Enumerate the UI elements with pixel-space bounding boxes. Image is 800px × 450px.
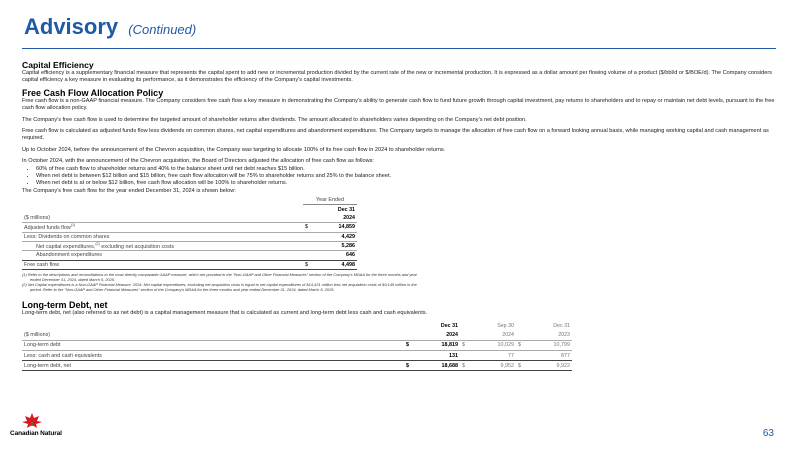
- fcf-column-header-line1: Dec 31: [337, 206, 355, 213]
- row-value: 9,952: [472, 361, 516, 371]
- row-value: 18,688: [416, 361, 460, 371]
- row-label-suffix: excluding net acquisition costs: [99, 244, 175, 250]
- year-ended-header: Year Ended: [303, 196, 357, 205]
- currency-symbol: [303, 232, 315, 241]
- allocation-bullet: • 60% of free cash flow to shareholder returns and 40% to the balance sheet until net debt reaches $15 billion.: [36, 166, 778, 173]
- currency-symbol: [460, 351, 472, 361]
- table-row: [22, 351, 572, 361]
- logo-text: Canadian Natural: [10, 430, 62, 437]
- allocation-bullet-list: [22, 166, 778, 188]
- row-label: Net capital expenditures,: [36, 244, 96, 250]
- title-subtitle: (Continued): [128, 22, 197, 37]
- currency-symbol: $: [303, 260, 315, 269]
- row-value: 14,859: [315, 223, 357, 232]
- title-text: Advisory: [24, 14, 119, 39]
- currency-symbol: $: [460, 340, 472, 350]
- row-value: 10,029: [472, 340, 516, 350]
- row-value: 77: [472, 351, 516, 361]
- currency-symbol: [404, 351, 416, 361]
- row-value: 18,819: [416, 340, 460, 350]
- fcf-table-intro: The Company’s free cash flow for the year ended December 31, 2024 is shown below:: [22, 187, 236, 194]
- currency-symbol: [303, 241, 315, 250]
- currency-symbol: $: [460, 361, 472, 371]
- row-value: 5,286: [315, 241, 357, 250]
- allocation-bullet: • When net debt is at or below $12 billion, free cash flow allocation will be 100% to shareholder returns.: [36, 180, 778, 187]
- long-term-debt-heading: Long-term Debt, net: [22, 300, 108, 311]
- footnote: (1) Refer to the descriptions and reconciliations to the most directly comparable GAAP measure, which are provided in the "Non-GAAP and Other Financial Measures" section of the Company's MD&A for the three months and year ended December 31, 2024, dated March 5, 2025.: [22, 272, 417, 283]
- title-divider: [22, 48, 776, 49]
- row-value: 4,498: [315, 260, 357, 269]
- debt-col-header: Dec 31: [440, 323, 458, 330]
- row-value: 646: [315, 251, 357, 260]
- allocation-bullet: • When net debt is between $12 billion and $15 billion, free cash flow allocation will be 75% to shareholder returns and 25% to the balance sheet.: [36, 173, 778, 180]
- debt-col-header: 2023: [516, 331, 572, 341]
- table-row: [22, 251, 357, 260]
- row-label: Abandonment expenditures: [36, 252, 102, 259]
- page-title: [24, 14, 196, 40]
- currency-symbol: $: [303, 223, 315, 232]
- table-row: [22, 340, 572, 350]
- currency-symbol: [516, 351, 528, 361]
- fcf-footnotes: [22, 272, 422, 292]
- currency-symbol: $: [516, 361, 528, 371]
- table-row: [22, 232, 357, 241]
- row-value: 131: [416, 351, 460, 361]
- table-row: [22, 223, 357, 232]
- debt-col-header: Sep 30: [497, 323, 514, 330]
- row-label: Adjusted funds flow: [24, 225, 71, 232]
- fcf-policy-heading: Free Cash Flow Allocation Policy: [22, 87, 164, 98]
- row-label: Free cash flow: [24, 261, 60, 268]
- table-row: [22, 241, 357, 250]
- row-label: Less: Dividends on common shares: [24, 233, 110, 240]
- currency-symbol: $: [404, 340, 416, 350]
- footnote-ref: (2): [95, 242, 100, 247]
- debt-table: [22, 321, 572, 371]
- debt-units-label: ($ millions): [22, 331, 404, 341]
- capital-efficiency-text: Capital efficiency is a supplementary financial measure that represents the capital spent to add new or incremental production divided by the current rate of the new or incremental production. It is expressed as a dollar amount per flowing volume of a product ($/bbl/d or $/BOE/d). The Company considers capital efficiency a key measure in evaluating its performance, as it demonstrates the efficiency of the Company's capital investments.: [22, 70, 773, 84]
- debt-col-header: 2024: [404, 331, 460, 341]
- fcf-paragraph-2: The Company’s free cash flow is used to determine the targeted amount of shareholder returns after dividends. The amount allocated to shareholders varies depending on the Company’s net debt position.: [22, 116, 527, 123]
- fcf-table: [22, 196, 357, 270]
- fcf-column-header-line2: 2024: [303, 214, 357, 223]
- page-number: 63: [762, 428, 774, 439]
- currency-symbol: [303, 251, 315, 260]
- row-label: Long-term debt, net: [22, 361, 404, 371]
- fcf-paragraph-5: In October 2024, with the announcement of the Chevron acquisition, the Board of Directors adjusted the allocation of free cash flow as follows:: [22, 158, 374, 165]
- row-value: 877: [528, 351, 572, 361]
- debt-col-header: 2024: [460, 331, 516, 341]
- fcf-paragraph-1: Free cash flow is a non-GAAP financial measure. The Company considers free cash flow a key measure in demonstrating the Company’s ability to generate cash flow to fund future growth through capital investment, pay returns to shareholders and to repay or maintain net debt levels, pursuant to the free cash flow allocation policy.: [22, 97, 775, 112]
- row-value: 10,799: [528, 340, 572, 350]
- row-value: 4,429: [315, 232, 357, 241]
- row-label: Less: cash and cash equivalents: [22, 351, 404, 361]
- fcf-paragraph-4: Up to October 2024, before the announcement of the Chevron acquisition, the Company was targeting to allocate 100% of its free cash flow in 2024 to shareholder returns.: [22, 146, 446, 153]
- currency-symbol: $: [516, 340, 528, 350]
- table-row-total: [22, 361, 572, 371]
- debt-col-header: Dec 31: [553, 323, 570, 330]
- fcf-paragraph-3: Free cash flow is calculated as adjusted funds flow less dividends on common shares, net capital expenditures and abandonment expenditures. The Company targets to manage the allocation of free cash flow on a forward looking annual basis, while managing working capital and cash management as required.: [22, 128, 769, 142]
- logo-mark-icon: [19, 412, 45, 430]
- row-value: 9,922: [528, 361, 572, 371]
- footnote: (2) Net Capital expenditures is a Non-GAAP Financial Measure. 2024: Net capital expenditures, excluding net acquisition costs is equal to net capital expenditures of $14,431 million less net acquisition costs of $9,145 million in the period. Refer to the "Non-GAAP and Other Financial Measures" section of the Company's MD&A for the three months and year ended December 31, 2024, dated March 5, 2025.: [22, 282, 417, 293]
- capital-efficiency-heading: Capital Efficiency: [22, 60, 94, 70]
- row-label: Long-term debt: [22, 340, 404, 350]
- company-logo: [10, 412, 70, 442]
- table-row-total: [22, 260, 357, 269]
- currency-symbol: $: [404, 361, 416, 371]
- fcf-units-label: ($ millions): [22, 214, 303, 223]
- long-term-debt-text: Long-term debt, net (also referred to as net debt) is a capital management measure that is calculated as current and long-term debt less cash and cash equivalents.: [22, 310, 428, 317]
- footnote-ref: (1): [70, 223, 76, 228]
- content: [22, 60, 778, 371]
